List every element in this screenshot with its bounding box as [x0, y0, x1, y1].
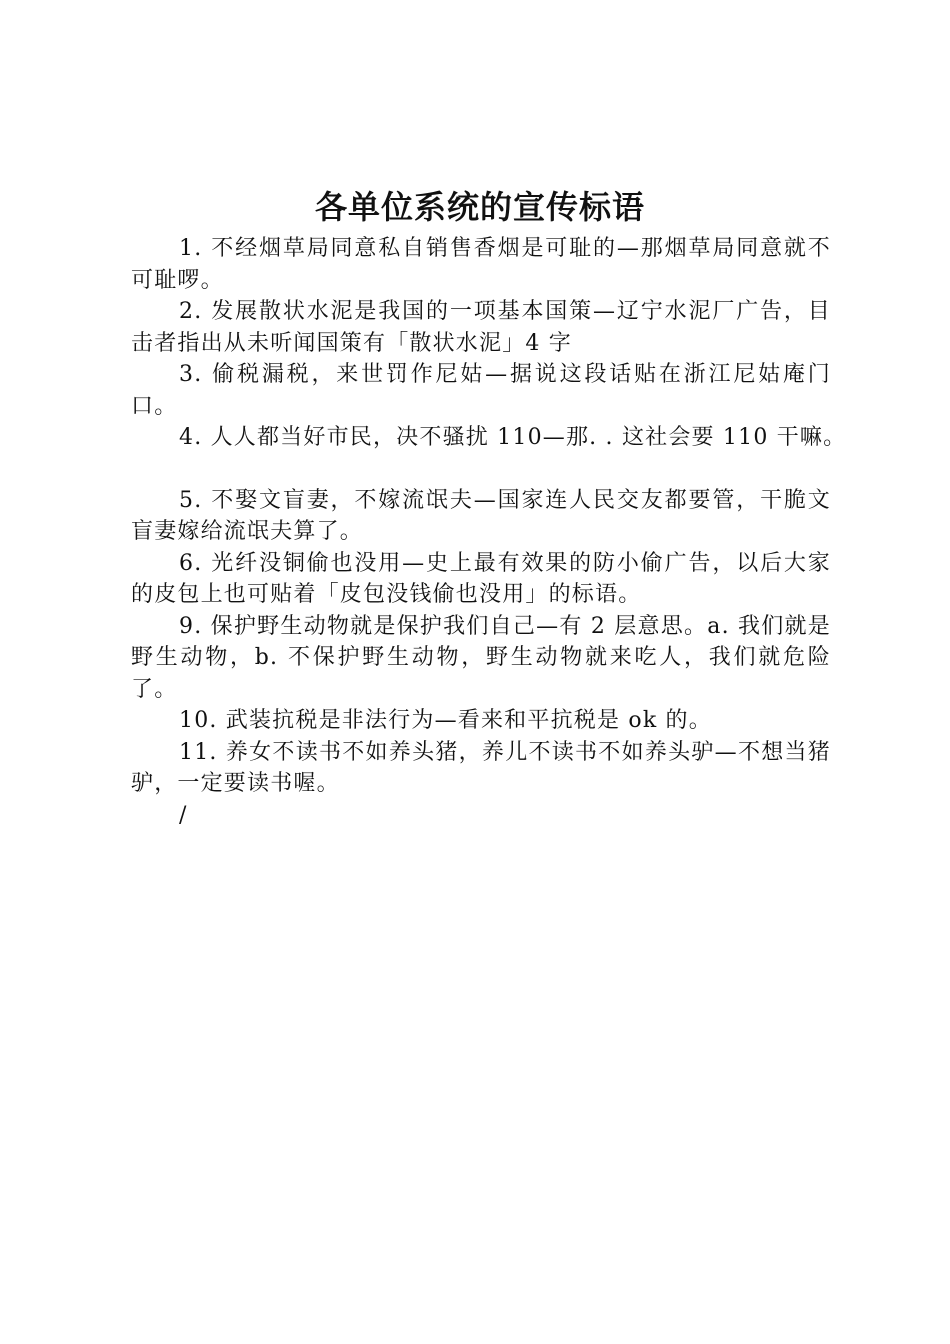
slogan-paragraph-3: 3. 偷税漏税，来世罚作尼姑—据说这段话贴在浙江尼姑庵门口。	[131, 362, 831, 419]
slogan-paragraph-6: 6. 光纤没铜偷也没用—史上最有效果的防小偷广告，以后大家的皮包上也可贴着「皮包没钱偷也没用」的标语。	[131, 550, 831, 607]
slogan-paragraph-1: 1. 不经烟草局同意私自销售香烟是可耻的—那烟草局同意就不可耻啰。	[131, 236, 831, 293]
slogan-paragraph-10: 10. 武装抗税是非法行为—看来和平抗税是 ok 的。	[179, 708, 712, 733]
document-title: 各单位系统的宣传标语	[314, 188, 645, 226]
slogan-paragraph-9: 9. 保护野生动物就是保护我们自己—有 2 层意思。a. 我们就是野生动物，b. 不保护野生动物，野生动物就来吃人，我们就危险了。	[131, 613, 831, 702]
trailing-slash: /	[179, 802, 188, 828]
slogan-paragraph-5: 5. 不娶文盲妻，不嫁流氓夫—国家连人民交友都要管，干脆文盲妻嫁给流氓夫算了。	[131, 487, 831, 544]
slogan-paragraph-4: 4. 人人都当好市民，决不骚扰 110—那. . 这社会要 110 干嘛。	[179, 425, 847, 450]
slogan-paragraph-2: 2. 发展散状水泥是我国的一项基本国策—辽宁水泥厂广告，目击者指出从未听闻国策有「散状水泥」4 字	[131, 299, 831, 356]
slogan-paragraph-11: 11. 养女不读书不如养头猪，养儿不读书不如养头驴—不想当猪驴，一定要读书喔。	[131, 739, 831, 796]
document-body	[131, 233, 847, 831]
